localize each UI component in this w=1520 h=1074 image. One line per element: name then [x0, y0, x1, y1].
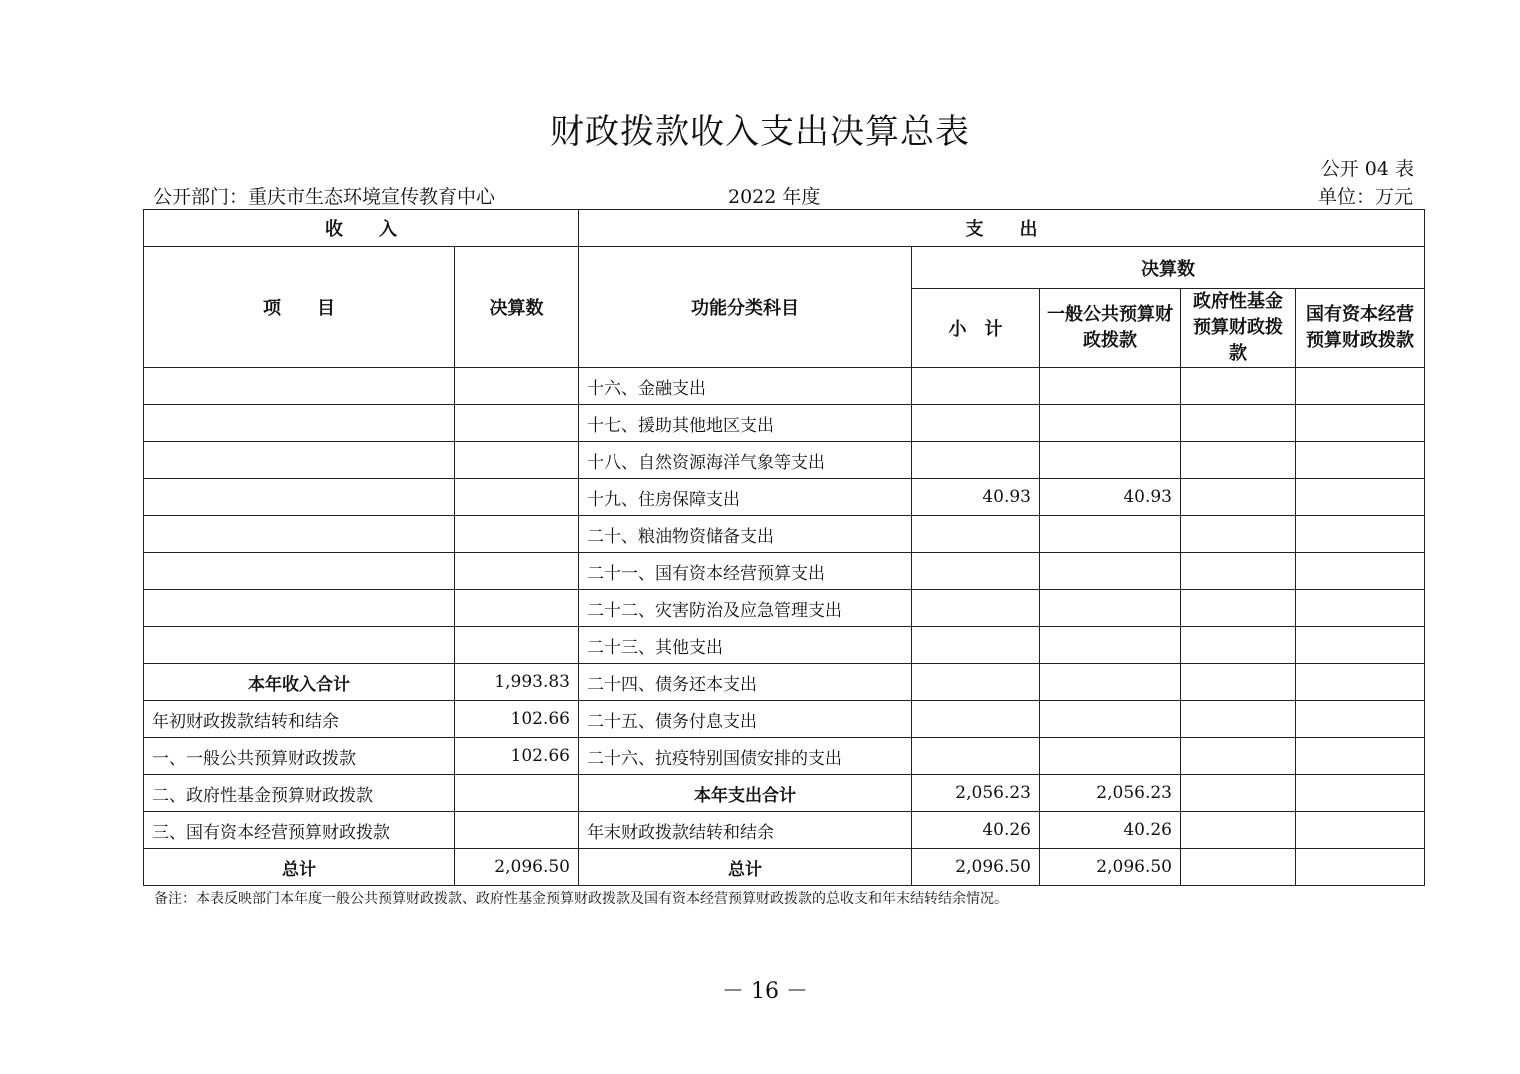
- form-number: 公开 04 表: [1320, 158, 1414, 180]
- state-capital-header: 国有资本经营预算财政拨款: [1296, 289, 1425, 368]
- income-amount-header: 决算数: [455, 247, 579, 368]
- state-capital-cell: [1296, 812, 1425, 849]
- income-item-cell: 三、国有资本经营预算财政拨款: [144, 812, 455, 849]
- fiscal-year: 2022 年度: [728, 186, 821, 208]
- department-label: 公开部门：重庆市生态环境宣传教育中心: [153, 186, 496, 208]
- table-row: [144, 775, 1425, 812]
- income-amount-cell: [455, 516, 579, 553]
- general-public-cell: [1040, 590, 1181, 627]
- category-cell: 二十六、抗疫特别国债安排的支出: [579, 738, 912, 775]
- table-row: [144, 405, 1425, 442]
- income-amount-cell: [455, 627, 579, 664]
- budget-table: [143, 209, 1425, 886]
- income-header: 收 入: [144, 210, 579, 247]
- gov-fund-cell: [1181, 516, 1296, 553]
- income-item-cell: [144, 627, 455, 664]
- general-public-cell: [1040, 516, 1181, 553]
- income-amount-cell: [455, 405, 579, 442]
- final-amount-header: 决算数: [912, 247, 1425, 289]
- gov-fund-cell: [1181, 479, 1296, 516]
- gov-fund-cell: [1181, 701, 1296, 738]
- category-cell: 总计: [579, 849, 912, 886]
- subtotal-cell: [912, 368, 1040, 405]
- table-row: [144, 516, 1425, 553]
- income-item-cell: 本年收入合计: [144, 664, 455, 701]
- state-capital-cell: [1296, 442, 1425, 479]
- table-row: [144, 590, 1425, 627]
- state-capital-cell: [1296, 664, 1425, 701]
- income-item-cell: [144, 479, 455, 516]
- subtotal-cell: [912, 701, 1040, 738]
- expense-header: 支 出: [579, 210, 1425, 247]
- gov-fund-cell: [1181, 812, 1296, 849]
- subtotal-cell: 40.26: [912, 812, 1040, 849]
- category-cell: 十八、自然资源海洋气象等支出: [579, 442, 912, 479]
- subtotal-cell: 2,096.50: [912, 849, 1040, 886]
- page-number: － 16 －: [722, 979, 808, 1004]
- state-capital-cell: [1296, 553, 1425, 590]
- income-amount-cell: [455, 553, 579, 590]
- category-cell: 二十一、国有资本经营预算支出: [579, 553, 912, 590]
- subtotal-cell: [912, 516, 1040, 553]
- income-item-cell: [144, 516, 455, 553]
- table-row: [144, 738, 1425, 775]
- table-row: [144, 812, 1425, 849]
- table-row: [144, 479, 1425, 516]
- income-amount-cell: 1,993.83: [455, 664, 579, 701]
- income-item-cell: 总计: [144, 849, 455, 886]
- gov-fund-cell: [1181, 368, 1296, 405]
- income-item-cell: [144, 368, 455, 405]
- category-cell: 年末财政拨款结转和结余: [579, 812, 912, 849]
- category-cell: 二十五、债务付息支出: [579, 701, 912, 738]
- item-header: 项 目: [144, 247, 455, 368]
- state-capital-cell: [1296, 738, 1425, 775]
- gov-fund-cell: [1181, 405, 1296, 442]
- income-item-cell: [144, 553, 455, 590]
- general-public-cell: [1040, 442, 1181, 479]
- category-cell: 十七、援助其他地区支出: [579, 405, 912, 442]
- income-item-cell: [144, 405, 455, 442]
- category-cell: 十六、金融支出: [579, 368, 912, 405]
- subtotal-cell: [912, 627, 1040, 664]
- subtotal-cell: [912, 590, 1040, 627]
- category-cell: 二十四、债务还本支出: [579, 664, 912, 701]
- category-cell: 二十二、灾害防治及应急管理支出: [579, 590, 912, 627]
- general-public-cell: 2,096.50: [1040, 849, 1181, 886]
- income-item-cell: 年初财政拨款结转和结余: [144, 701, 455, 738]
- income-item-cell: 一、一般公共预算财政拨款: [144, 738, 455, 775]
- gov-fund-cell: [1181, 590, 1296, 627]
- income-amount-cell: [455, 442, 579, 479]
- income-amount-cell: [455, 368, 579, 405]
- category-cell: 二十三、其他支出: [579, 627, 912, 664]
- table-row: [144, 627, 1425, 664]
- meta-row: [153, 182, 1413, 208]
- unit-label: 单位：万元: [1317, 186, 1413, 208]
- table-row: [144, 368, 1425, 405]
- table-row: [144, 442, 1425, 479]
- subtotal-header: 小 计: [912, 289, 1040, 368]
- subtotal-cell: [912, 405, 1040, 442]
- income-amount-cell: 102.66: [455, 738, 579, 775]
- gov-fund-cell: [1181, 553, 1296, 590]
- footnote: 备注：本表反映部门本年度一般公共预算财政拨款、政府性基金预算财政拨款及国有资本经营预算财政拨款的总收支和年末结转结余情况。: [154, 891, 1008, 907]
- state-capital-cell: [1296, 405, 1425, 442]
- income-item-cell: [144, 590, 455, 627]
- general-public-cell: 2,056.23: [1040, 775, 1181, 812]
- general-public-cell: 40.26: [1040, 812, 1181, 849]
- page-title: 财政拨款收入支出决算总表: [550, 112, 970, 152]
- general-public-header: 一般公共预算财政拨款: [1040, 289, 1181, 368]
- subtotal-cell: [912, 738, 1040, 775]
- subtotal-cell: 2,056.23: [912, 775, 1040, 812]
- gov-fund-header: 政府性基金预算财政拨款: [1181, 289, 1296, 368]
- general-public-cell: [1040, 553, 1181, 590]
- subtotal-cell: [912, 664, 1040, 701]
- function-category-header: 功能分类科目: [579, 247, 912, 368]
- income-amount-cell: 102.66: [455, 701, 579, 738]
- general-public-cell: [1040, 368, 1181, 405]
- income-amount-cell: 2,096.50: [455, 849, 579, 886]
- state-capital-cell: [1296, 775, 1425, 812]
- gov-fund-cell: [1181, 849, 1296, 886]
- state-capital-cell: [1296, 590, 1425, 627]
- state-capital-cell: [1296, 849, 1425, 886]
- state-capital-cell: [1296, 516, 1425, 553]
- subtotal-cell: 40.93: [912, 479, 1040, 516]
- state-capital-cell: [1296, 368, 1425, 405]
- state-capital-cell: [1296, 479, 1425, 516]
- table-row: [144, 664, 1425, 701]
- gov-fund-cell: [1181, 627, 1296, 664]
- state-capital-cell: [1296, 701, 1425, 738]
- state-capital-cell: [1296, 627, 1425, 664]
- header-row-2: [144, 247, 1425, 289]
- general-public-cell: [1040, 627, 1181, 664]
- category-cell: 十九、住房保障支出: [579, 479, 912, 516]
- table-row: [144, 849, 1425, 886]
- table-row: [144, 701, 1425, 738]
- category-cell: 二十、粮油物资储备支出: [579, 516, 912, 553]
- subtotal-cell: [912, 553, 1040, 590]
- general-public-cell: [1040, 664, 1181, 701]
- general-public-cell: [1040, 405, 1181, 442]
- gov-fund-cell: [1181, 442, 1296, 479]
- category-cell: 本年支出合计: [579, 775, 912, 812]
- table-row: [144, 553, 1425, 590]
- income-amount-cell: [455, 590, 579, 627]
- income-amount-cell: [455, 812, 579, 849]
- general-public-cell: [1040, 701, 1181, 738]
- subtotal-cell: [912, 442, 1040, 479]
- general-public-cell: 40.93: [1040, 479, 1181, 516]
- income-item-cell: [144, 442, 455, 479]
- gov-fund-cell: [1181, 775, 1296, 812]
- gov-fund-cell: [1181, 738, 1296, 775]
- header-row-1: [144, 210, 1425, 247]
- income-amount-cell: [455, 775, 579, 812]
- income-item-cell: 二、政府性基金预算财政拨款: [144, 775, 455, 812]
- general-public-cell: [1040, 738, 1181, 775]
- gov-fund-cell: [1181, 664, 1296, 701]
- income-amount-cell: [455, 479, 579, 516]
